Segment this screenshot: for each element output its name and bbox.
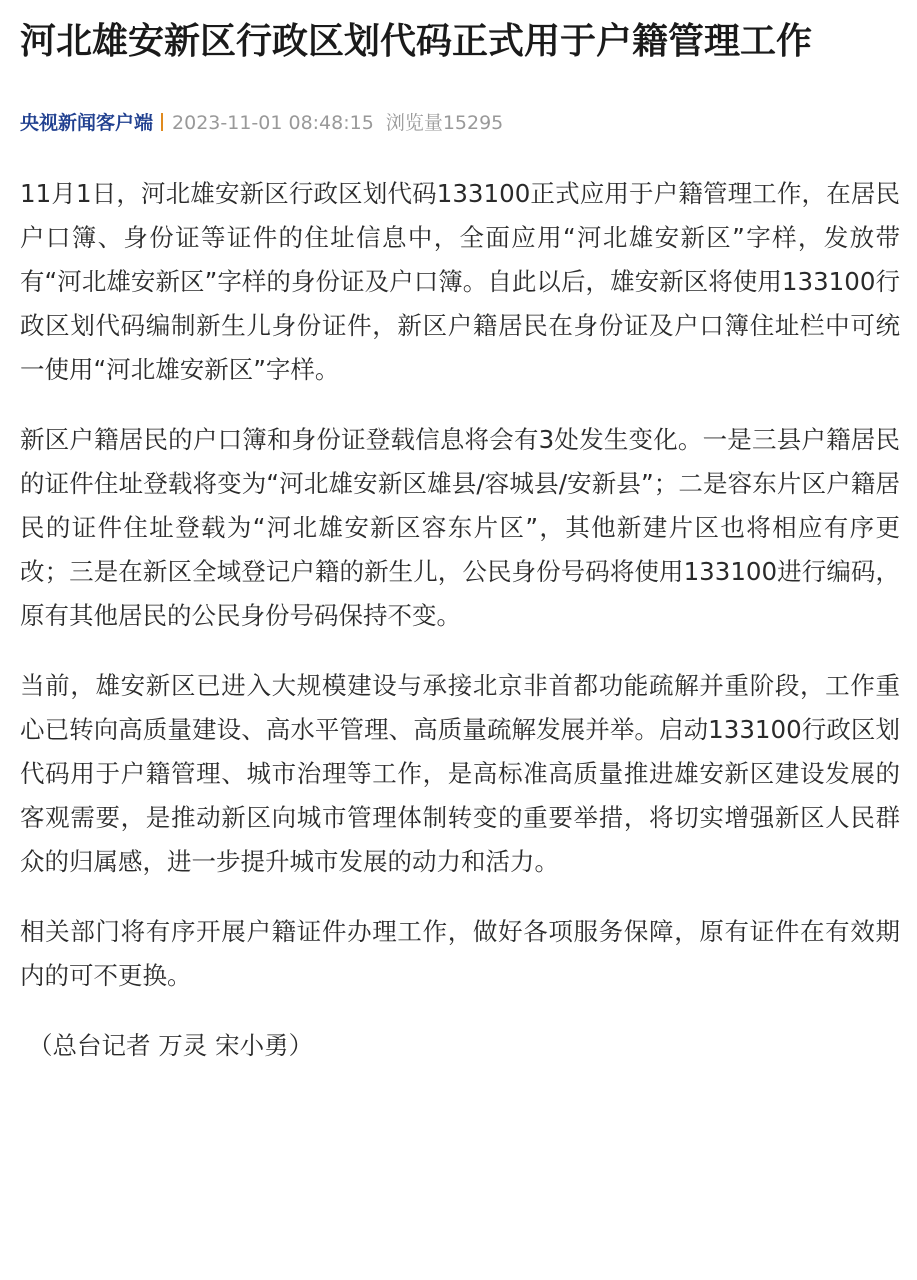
source-link[interactable]: 央视新闻客户端 [20,112,154,134]
paragraph-4: 相关部门将有序开展户籍证件办理工作，做好各项服务保障，原有证件在有效期内的可不更换。 [20,917,900,990]
article-body [20,172,900,1068]
article [20,14,900,1094]
publish-time: 2023-11-01 08:48:15 [172,112,374,134]
view-count: 浏览量15295 [385,112,504,134]
article-title: 河北雄安新区行政区划代码正式用于户籍管理工作 [20,21,813,62]
article-meta [20,108,900,138]
meta-divider [161,113,163,131]
reporter-byline: （总台记者 万灵 宋小勇） [28,1031,314,1060]
paragraph-2: 新区户籍居民的户口簿和身份证登载信息将会有3处发生变化。一是三县户籍居民的证件住址登载将变为“河北雄安新区雄县/容城县/安新县”；二是容东片区户籍居民的证件住址登载为“河北雄安新区容东片区”，其他新建片区也将相应有序更改；三是在新区全域登记户籍的新生儿，公民身份号码将使用133100进行编码，原有其他居民的公民身份号码保持不变。 [20,425,900,630]
paragraph-1: 11月1日，河北雄安新区行政区划代码133100正式应用于户籍管理工作，在居民户口簿、身份证等证件的住址信息中，全面应用“河北雄安新区”字样，发放带有“河北雄安新区”字样的身份证及户口簿。自此以后，雄安新区将使用133100行政区划代码编制新生儿身份证件，新区户籍居民在身份证及户口簿住址栏中可统一使用“河北雄安新区”字样。 [20,179,900,384]
paragraph-3: 当前，雄安新区已进入大规模建设与承接北京非首都功能疏解并重阶段，工作重心已转向高质量建设、高水平管理、高质量疏解发展并举。启动133100行政区划代码用于户籍管理、城市治理等工作，是高标准高质量推进雄安新区建设发展的客观需要，是推动新区向城市管理体制转变的重要举措，将切实增强新区人民群众的归属感，进一步提升城市发展的动力和活力。 [20,671,900,876]
